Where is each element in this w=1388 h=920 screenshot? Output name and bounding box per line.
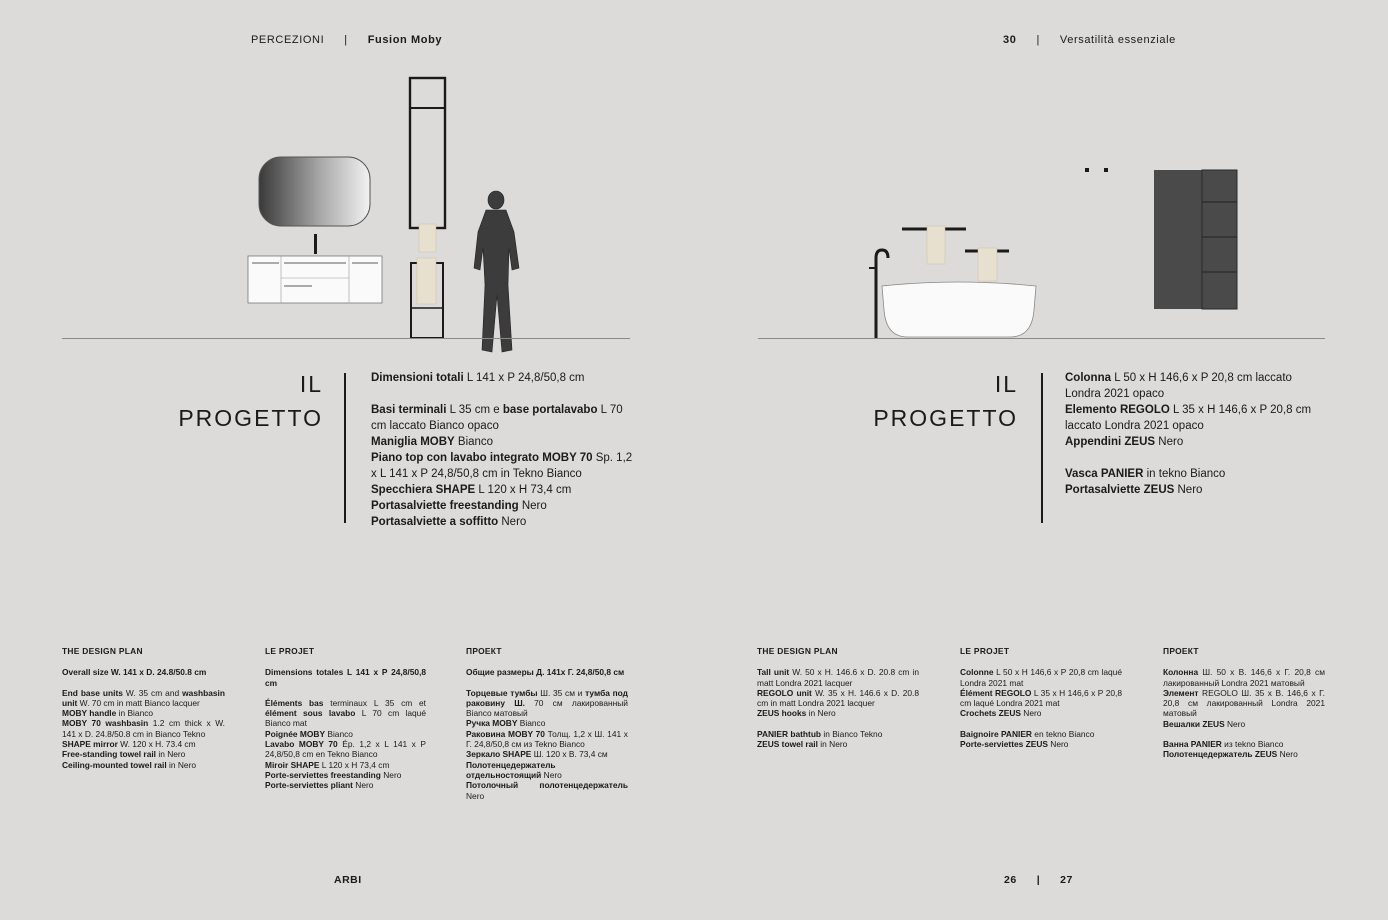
spacer — [960, 719, 1122, 729]
spec-line: SHAPE mirror W. 120 x H. 73.4 cm — [62, 739, 196, 750]
spacer — [1163, 729, 1325, 739]
tall-unit — [1154, 170, 1202, 309]
spec-line: Вешалки ZEUS Nero — [1163, 718, 1246, 729]
spec-line: Portasalviette a soffitto Nero — [371, 516, 527, 528]
spec-line: Lavabo MOBY 70 Ép. 1,2 x L 141 x P 24,8/50,8 cm en Tekno Bianco — [265, 739, 426, 760]
title-divider — [344, 373, 346, 523]
spec-line: Торцевые тумбы Ш. 35 см и тумба под раковину Ш. 70 см лакированный Bianco матовый — [466, 687, 628, 719]
spec-line: Free-standing towel rail in Nero — [62, 749, 186, 760]
spec-line: REGOLO unit W. 35 x H. 146.6 x D. 20.8 cm in matt Londra 2021 lacquer — [757, 687, 919, 709]
faucet — [314, 234, 317, 254]
floor-line — [758, 338, 1325, 339]
spec-line: Ванна PANIER из tekno Bianco — [1163, 739, 1284, 750]
spec-line: Elemento REGOLO L 35 x H 146,6 x P 20,8 cm laccato Londra 2021 opaco — [1065, 404, 1312, 432]
panier-bathtub — [882, 282, 1036, 337]
footer-page-numbers — [1004, 874, 1073, 886]
column-heading: ПРОЕКТ — [466, 646, 502, 656]
spec-line: Éléments bas terminaux L 35 cm et élément sous lavabo L 70 cm laqué Bianco mat — [265, 697, 427, 729]
spacer — [1065, 450, 1327, 466]
spec-line: Piano top con lavabo integrato MOBY 70 Sp. 1,2 x L 141 x P 24,8/50,8 cm in Tekno Bianco — [371, 452, 633, 480]
spec-line: Portasalviette ZEUS Nero — [1065, 484, 1203, 496]
column-heading: THE DESIGN PLAN — [62, 646, 143, 656]
column-heading: THE DESIGN PLAN — [757, 646, 838, 656]
spec-line: Полотенцедержатель ZEUS Nero — [1163, 749, 1298, 760]
spec-line: Потолочный полотенцедержатель Nero — [466, 780, 628, 801]
column-heading: LE PROJET — [265, 646, 315, 656]
translation-column-en-right — [757, 646, 919, 749]
spec-line: Элемент REGOLO Ш. 35 x В. 146,6 x Г. 20,8 см лакированный Londra 2021 матовый — [1163, 687, 1325, 719]
spacer — [62, 678, 225, 688]
column-heading: LE PROJET — [960, 646, 1010, 656]
page-title-left: IL PROGETTO — [178, 371, 323, 431]
spec-line: Portasalviette freestanding Nero — [371, 500, 547, 512]
spec-line: Porte-serviettes pliant Nero — [265, 780, 374, 791]
header-section: PERCEZIONI — [251, 34, 325, 46]
person-figure — [474, 191, 519, 352]
spacer — [466, 678, 628, 688]
column-heading: ПРОЕКТ — [1163, 646, 1199, 656]
spec-line: Crochets ZEUS Nero — [960, 708, 1042, 719]
header-title: Versatilità essenziale — [1059, 34, 1176, 46]
spec-line: Раковина MOBY 70 Толщ. 1,2 x Ш. 141 x Г. 24,8/50,8 см из Tekno Bianco — [466, 728, 628, 750]
spec-line: Colonna L 50 x H 146,6 x P 20,8 cm laccato Londra 2021 opaco — [1065, 372, 1292, 400]
spec-line: ZEUS hooks in Nero — [757, 708, 836, 719]
regolo-unit — [1202, 170, 1237, 309]
footer-separator: | — [1036, 874, 1041, 886]
spec-line: Specchiera SHAPE L 120 x H 73,4 cm — [371, 484, 572, 496]
translation-column-ru-left — [466, 646, 628, 801]
spec-line: Зеркало SHAPE Ш. 120 x В. 73,4 см — [466, 749, 608, 760]
spec-line: Полотенцедержатель отдельностоящий Nero — [466, 759, 562, 780]
spec-line: Poignée MOBY Bianco — [265, 728, 353, 739]
header-separator: | — [1036, 34, 1040, 46]
spec-line: Baignoire PANIER en tekno Bianco — [960, 728, 1095, 739]
shape-mirror — [259, 157, 370, 226]
spec-line: ZEUS towel rail in Nero — [757, 739, 848, 750]
ceiling-towel-rail — [410, 78, 445, 228]
spec-line: Ceiling-mounted towel rail in Nero — [62, 759, 197, 770]
header-separator: | — [344, 34, 348, 46]
spec-line: Dimensioni totali L 141 x P 24,8/50,8 cm — [371, 372, 585, 384]
spacer — [757, 719, 919, 729]
zeus-hook — [1104, 168, 1108, 172]
spec-line: Ручка MOBY Bianco — [466, 718, 546, 729]
towel — [978, 248, 997, 281]
translation-column-en-left — [62, 646, 225, 770]
spec-line: End base units W. 35 cm and washbasin unit W. 70 cm in matt Bianco lacquer — [62, 687, 225, 708]
floor-line — [62, 338, 630, 339]
spec-line: Élément REGOLO L 35 x H 146,6 x P 20,8 cm laqué Londra 2021 mat — [960, 687, 1122, 709]
zeus-hook — [1085, 168, 1089, 172]
spec-line: Колонна Ш. 50 x В. 146,6 x Г. 20,8 см лакированный Londra 2021 матовый — [1163, 667, 1325, 688]
vanity-illustration — [0, 0, 694, 360]
title-divider — [1041, 373, 1043, 523]
spec-line: Porte-serviettes ZEUS Nero — [960, 739, 1069, 750]
header-title: Fusion Moby — [367, 34, 443, 46]
spec-line: Overall size W. 141 x D. 24.8/50.8 cm — [62, 667, 207, 678]
specs-right — [1065, 370, 1327, 498]
spec-line: MOBY 70 washbasin 1.2 cm thick x W. 141 x D. 24.8/50.8 cm in Bianco Tekno — [62, 718, 226, 739]
header-page-number: 30 — [1003, 34, 1017, 46]
translation-column-ru-right — [1163, 646, 1325, 760]
spec-line: PANIER bathtub in Bianco Tekno — [757, 728, 883, 739]
spec-line: Colonne L 50 x H 146,6 x P 20,8 cm laqué Londra 2021 mat — [960, 667, 1122, 688]
spacer — [265, 688, 426, 698]
towel — [927, 226, 945, 264]
page-title-right: IL PROGETTO — [873, 371, 1018, 431]
spec-line: Общие размеры Д. 141x Г. 24,8/50,8 см — [466, 667, 625, 678]
spec-line: Appendini ZEUS Nero — [1065, 436, 1184, 448]
footer-brand: ARBI — [334, 874, 362, 886]
spec-line: Maniglia MOBY Bianco — [371, 436, 494, 448]
specs-left — [371, 370, 633, 530]
spec-line: Miroir SHAPE L 120 x H 73,4 cm — [265, 759, 390, 770]
spec-line: Tall unit W. 50 x H. 146.6 x D. 20.8 cm in matt Londra 2021 lacquer — [757, 667, 919, 688]
spec-line: Porte-serviettes freestanding Nero — [265, 769, 402, 780]
spec-line: Dimensions totales L 141 x P 24,8/50,8 cm — [265, 667, 426, 688]
towel — [417, 258, 436, 304]
translation-column-fr-left — [265, 646, 426, 791]
spacer — [371, 386, 633, 402]
towel — [419, 224, 436, 252]
translation-column-fr-right — [960, 646, 1122, 749]
spec-line: Vasca PANIER in tekno Bianco — [1065, 468, 1226, 480]
bathtub-illustration — [694, 0, 1388, 360]
spec-line: Basi terminali L 35 cm e base portalavabo L 70 cm laccato Bianco opaco — [371, 404, 623, 432]
page-number-right: 27 — [1060, 874, 1073, 886]
page-number-left: 26 — [1004, 874, 1017, 886]
spec-line: MOBY handle in Bianco — [62, 708, 154, 719]
